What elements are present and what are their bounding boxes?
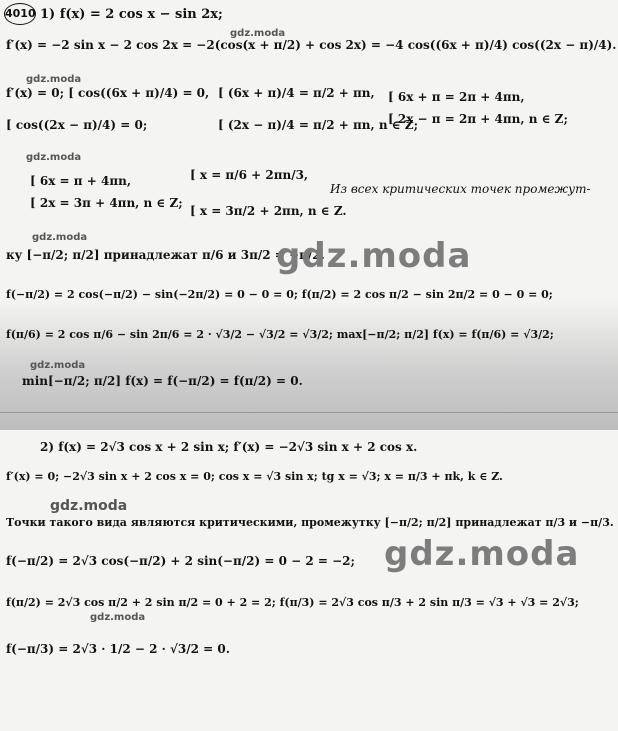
p2-line-value-half-third: f(π/2) = 2√3 cos π/2 + 2 sin π/2 = 0 + 2 = 2; f(π/3) = 2√3 cos π/3 + 2 sin π/3 = √3 + √3 = 2√3;	[6, 596, 579, 609]
watermark-small: gdz.moda	[32, 232, 88, 243]
watermark-small: gdz.moda	[90, 612, 146, 623]
p1-line-equation-f: [ 2x − π = 2π + 4πn, n ∈ Z;	[388, 112, 568, 126]
p1-line-min: min[−π/2; π/2] f(x) = f(−π/2) = f(π/2) = 0.	[22, 374, 303, 388]
watermark-small: gdz.moda	[26, 74, 82, 85]
p1-line-solve-b: [ 2x = 3π + 4πn, n ∈ Z;	[30, 196, 183, 210]
p2-line-points: Точки такого вида являются критическими, промежутку [−π/2; π/2] принадлежат π/3 и −π/3.	[6, 516, 614, 529]
p1-line-derivative: f′(x) = −2 sin x − 2 cos 2x = −2(cos(x + π/2) + cos 2x) = −4 cos((6x + π)/4) cos((2x − π)/4).	[6, 38, 617, 52]
p2-line-value-minus-third: f(−π/3) = 2√3 · 1/2 − 2 · √3/2 = 0.	[6, 642, 230, 656]
p1-line-equation-b: [ cos((2x − π)/4) = 0;	[6, 118, 148, 132]
p1-line-solve-a: [ 6x = π + 4πn,	[30, 174, 131, 188]
watermark-small: gdz.moda	[50, 498, 128, 514]
p1-line-equation-c: [ (6x + π)/4 = π/2 + πn,	[218, 86, 375, 100]
p1-line-interval: ку [−π/2; π/2] принадлежат π/6 и 3π/2 = −π/2.	[6, 248, 325, 262]
p1-line-solve-c: [ x = π/6 + 2πn/3,	[190, 168, 309, 182]
p1-line-equation-a: f′(x) = 0; [ cos((6x + π)/4) = 0,	[6, 86, 210, 100]
p1-line-function: 1) f(x) = 2 cos x − sin 2x;	[40, 7, 223, 22]
p2-line-critical: f′(x) = 0; −2√3 sin x + 2 cos x = 0; cos x = √3 sin x; tg x = √3; x = π/3 + πk, k ∈ Z.	[6, 470, 503, 483]
p1-line-solve-d: [ x = 3π/2 + 2πn, n ∈ Z.	[190, 204, 347, 218]
section-divider	[0, 412, 618, 413]
p1-line-equation-e: [ 6x + π = 2π + 4πn,	[388, 90, 525, 104]
p2-line-value-minus-half: f(−π/2) = 2√3 cos(−π/2) + 2 sin(−π/2) = 0 − 2 = −2;	[6, 554, 355, 568]
watermark-small: gdz.moda	[230, 28, 286, 39]
watermark-small: gdz.moda	[30, 360, 86, 371]
scan-shading	[0, 300, 618, 430]
p1-line-equation-d: [ (2x − π)/4 = π/2 + πn, n ∈ Z;	[218, 118, 418, 132]
watermark-large: gdz.moda	[276, 236, 472, 276]
p2-line-function: 2) f(x) = 2√3 cos x + 2 sin x; f′(x) = −2√3 sin x + 2 cos x.	[40, 440, 418, 454]
watermark-large: gdz.moda	[384, 534, 580, 574]
p1-line-values-ends: f(−π/2) = 2 cos(−π/2) − sin(−2π/2) = 0 − 0 = 0; f(π/2) = 2 cos π/2 − sin 2π/2 = 0 − 0 = 0;	[6, 288, 553, 301]
watermark-small: gdz.moda	[26, 152, 82, 163]
p1-line-max: f(π/6) = 2 cos π/6 − sin 2π/6 = 2 · √3/2 − √3/2 = √3/2; max[−π/2; π/2] f(x) = f(π/6) = √3/2;	[6, 328, 554, 341]
p1-handwritten-note: Из всех критических точек промежут-	[330, 182, 591, 196]
problem-number-badge: 4010	[4, 3, 36, 25]
